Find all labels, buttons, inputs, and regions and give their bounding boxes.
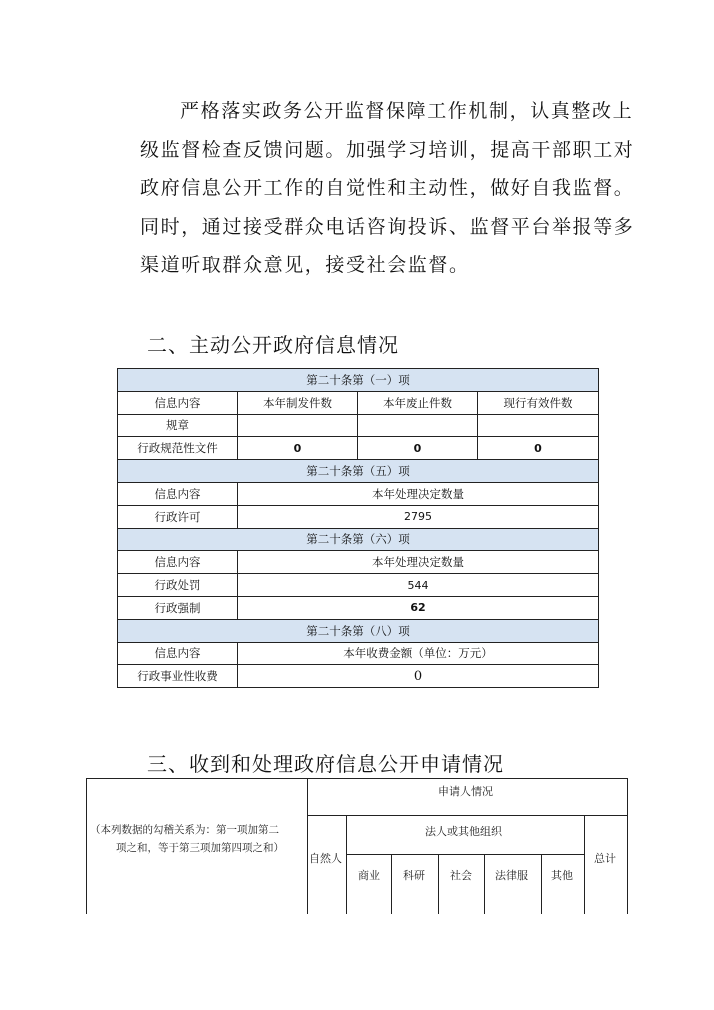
- section-heading-3: 三、收到和处理政府信息公开申请情况: [147, 752, 504, 776]
- table-cell: 0: [238, 665, 599, 688]
- table-border: [541, 854, 542, 914]
- row-label: 规章: [118, 414, 238, 437]
- subcolumn-header: 其他: [551, 869, 573, 882]
- table-row: [118, 505, 599, 528]
- paragraph-line: 政府信息公开工作的自觉性和主动性，做好自我监督。: [140, 177, 635, 199]
- applicant-header: 申请人情况: [438, 785, 493, 798]
- article-header: 第二十条第（一）项: [118, 369, 599, 392]
- subcolumn-header: 科研: [403, 869, 425, 882]
- table-border: [484, 854, 485, 914]
- table-border: [584, 815, 585, 914]
- paragraph-line: 级监督检查反馈问题。加强学习培训，提高干部职工对: [140, 138, 635, 161]
- table-row: [118, 391, 599, 414]
- table-row: [118, 414, 599, 437]
- table-cell: 0: [358, 437, 478, 460]
- table-border: [346, 854, 584, 855]
- table-border: [346, 815, 347, 914]
- column-header: 现行有效件数: [478, 391, 599, 414]
- paragraph-line: 同时，通过接受群众电话咨询投诉、监督平台举报等多: [140, 215, 635, 238]
- column-header: 本年废止件数: [358, 391, 478, 414]
- article-header: 第二十条第（八）项: [118, 619, 599, 642]
- table-border: [86, 778, 628, 779]
- column-header: 信息内容: [118, 642, 238, 665]
- natural-person-header: 自然人: [309, 852, 342, 865]
- paragraph-line: 渠道听取群众意见，接受社会监督。: [140, 254, 470, 276]
- table-section-header: [118, 369, 599, 392]
- row-label: 行政强制: [118, 596, 238, 619]
- table-row: [118, 596, 599, 619]
- table-border: [438, 854, 439, 914]
- column-header: 信息内容: [118, 482, 238, 505]
- table-border: [391, 854, 392, 914]
- total-header: 总计: [594, 852, 616, 865]
- application-table: [86, 778, 628, 914]
- row-label: 行政事业性收费: [118, 665, 238, 688]
- column-header: 本年制发件数: [238, 391, 358, 414]
- table-cell: 2795: [238, 505, 599, 528]
- column-header: 本年处理决定数量: [238, 551, 599, 574]
- note-line: 项之和，等于第三项加第四项之和）: [116, 842, 284, 854]
- table-cell: [478, 414, 599, 437]
- active-disclosure-table: [117, 368, 599, 688]
- table-cell: 0: [238, 437, 358, 460]
- column-header: 本年处理决定数量: [238, 482, 599, 505]
- table-row: [118, 574, 599, 597]
- subcolumn-header: 法律服: [495, 869, 528, 882]
- row-label: 行政处罚: [118, 574, 238, 597]
- table-border: [307, 778, 308, 914]
- table-cell: 0: [478, 437, 599, 460]
- row-label: 行政规范性文件: [118, 437, 238, 460]
- column-header: 信息内容: [118, 551, 238, 574]
- body-paragraph: [140, 92, 635, 285]
- table-border: [627, 778, 628, 914]
- table-cell: 62: [238, 596, 599, 619]
- table-section-header: [118, 528, 599, 551]
- row-label: 行政许可: [118, 505, 238, 528]
- article-header: 第二十条第（六）项: [118, 528, 599, 551]
- table-section-header: [118, 460, 599, 483]
- table-cell: [358, 414, 478, 437]
- section-heading-2: 二、主动公开政府信息情况: [147, 333, 399, 357]
- column-header: 本年收费金额（单位：万元）: [238, 642, 599, 665]
- subcolumn-header: 商业: [358, 869, 380, 882]
- table-section-header: [118, 619, 599, 642]
- note-line: （本列数据的勾稽关系为：第一项加第二: [90, 824, 279, 836]
- article-header: 第二十条第（五）项: [118, 460, 599, 483]
- paragraph-line: 严格落实政务公开监督保障工作机制，认真整改上: [180, 100, 634, 122]
- table-row: [118, 665, 599, 688]
- subcolumn-header: 社会: [450, 869, 472, 882]
- table-row: [118, 642, 599, 665]
- table-border: [307, 815, 628, 816]
- table-border: [86, 778, 87, 914]
- table-row: [118, 482, 599, 505]
- column-header: 信息内容: [118, 391, 238, 414]
- table-cell: [238, 414, 358, 437]
- legal-org-header: 法人或其他组织: [425, 825, 502, 838]
- table-row: [118, 437, 599, 460]
- table-cell: 544: [238, 574, 599, 597]
- table-row: [118, 551, 599, 574]
